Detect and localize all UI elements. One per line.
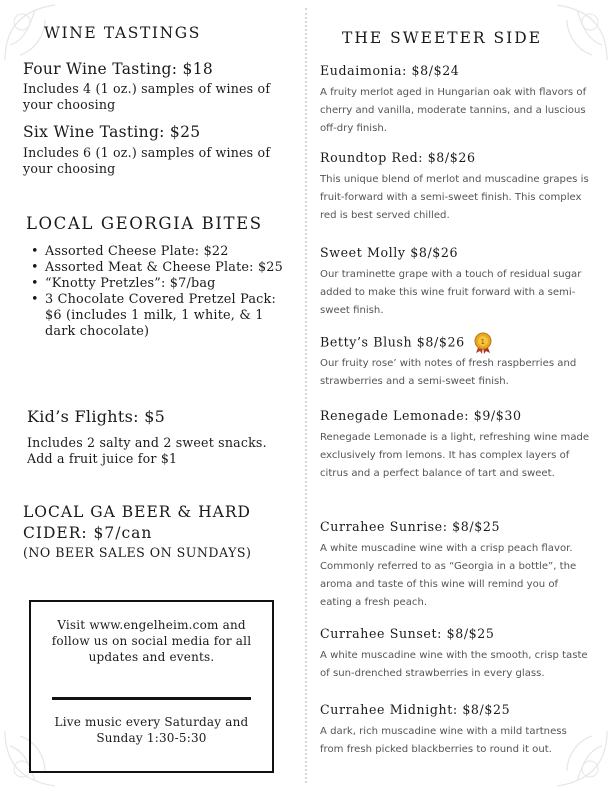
- list-item: • 3 Chocolate Covered Pretzel Pack: $6 (includes 1 milk, 1 white, & 1 dark chocolate): [26, 292, 288, 340]
- wine-desc-currahee-sunrise: A white muscadine wine with a crisp peach flavor. Commonly referred to as “Georgia in a bottle”, the aroma and taste of this wine will remind you of eating a fresh peach.: [320, 543, 577, 608]
- sweeter-side-title: THE SWEETER SIDE: [342, 29, 543, 47]
- column-divider: [305, 8, 307, 783]
- four-wine-tasting-heading: Four Wine Tasting: $18: [23, 60, 214, 78]
- svg-text:1: 1: [480, 338, 486, 346]
- wine-desc-currahee-midnight: A dark, rich muscadine wine with a mild tartness from fresh picked blackberries to round it out.: [320, 726, 567, 755]
- list-item: • Assorted Meat & Cheese Plate: $25: [26, 260, 288, 276]
- wine-name-renegade-lemonade: Renegade Lemonade: $9/$30: [320, 408, 522, 423]
- no-beer-sunday-note: (NO BEER SALES ON SUNDAYS): [23, 545, 252, 560]
- wine-name-currahee-midnight: Currahee Midnight: $8/$25: [320, 702, 511, 717]
- wine-desc-bettys-blush: Our fruity rose’ with notes of fresh raspberries and strawberries and a semi-sweet finish.: [320, 358, 577, 387]
- award-medal-icon: [473, 332, 493, 354]
- wine-name-bettys-blush-row: [320, 332, 493, 354]
- wine-name-eudaimonia: Eudaimonia: $8/$24: [320, 63, 460, 78]
- info-box: [29, 600, 274, 773]
- four-wine-tasting-desc: Includes 4 (1 oz.) samples of wines of your choosing: [23, 81, 271, 112]
- list-item: • “Knotty Pretzles”: $7/bag: [26, 276, 288, 292]
- local-beer-cider-heading: LOCAL GA BEER & HARD CIDER: $7/can: [23, 503, 251, 542]
- wine-name-roundtop-red: Roundtop Red: $8/$26: [320, 150, 476, 165]
- visit-website-text: Visit www.engelheim.com and follow us on social media for all updates and events.: [51, 618, 252, 664]
- wine-tastings-title: WINE TASTINGS: [44, 24, 201, 42]
- local-georgia-bites-title: LOCAL GEORGIA BITES: [26, 214, 263, 233]
- six-wine-tasting-heading: Six Wine Tasting: $25: [23, 123, 201, 141]
- wine-desc-currahee-sunset: A white muscadine wine with the smooth, crisp taste of sun-drenched strawberries in every glass.: [320, 650, 588, 679]
- live-music-text: Live music every Saturday and Sunday 1:30-5:30: [54, 715, 249, 745]
- wine-desc-sweet-molly: Our traminette grape with a touch of residual sugar added to make this wine fruit forward with a semi-sweet finish.: [320, 269, 582, 316]
- six-wine-tasting-desc: Includes 6 (1 oz.) samples of wines of your choosing: [23, 145, 271, 176]
- wine-name-bettys-blush: Betty’s Blush $8/$26: [320, 334, 465, 350]
- kids-flights-heading: Kid’s Flights: $5: [27, 407, 166, 426]
- kids-flights-desc: Includes 2 salty and 2 sweet snacks. Add a fruit juice for $1: [27, 435, 267, 466]
- corner-ornament-top-right-icon: [542, 0, 612, 70]
- wine-desc-roundtop-red: This unique blend of merlot and muscadine grapes is fruit-forward with a semi-sweet finish. This complex red is best served chilled.: [320, 174, 589, 221]
- wine-name-currahee-sunset: Currahee Sunset: $8/$25: [320, 626, 495, 641]
- bites-list: [26, 244, 288, 340]
- wine-name-sweet-molly: Sweet Molly $8/$26: [320, 245, 459, 260]
- list-item: • Assorted Cheese Plate: $22: [26, 244, 288, 260]
- wine-desc-eudaimonia: A fruity merlot aged in Hungarian oak with flavors of cherry and vanilla, moderate tannins, and a luscious off-dry finish.: [320, 87, 587, 134]
- wine-desc-renegade-lemonade: Renegade Lemonade is a light, refreshing wine made exclusively from lemons. It has complex layers of citrus and a perfect balance of tart and sweet.: [320, 432, 590, 479]
- box-divider: [52, 697, 251, 700]
- wine-name-currahee-sunrise: Currahee Sunrise: $8/$25: [320, 519, 501, 534]
